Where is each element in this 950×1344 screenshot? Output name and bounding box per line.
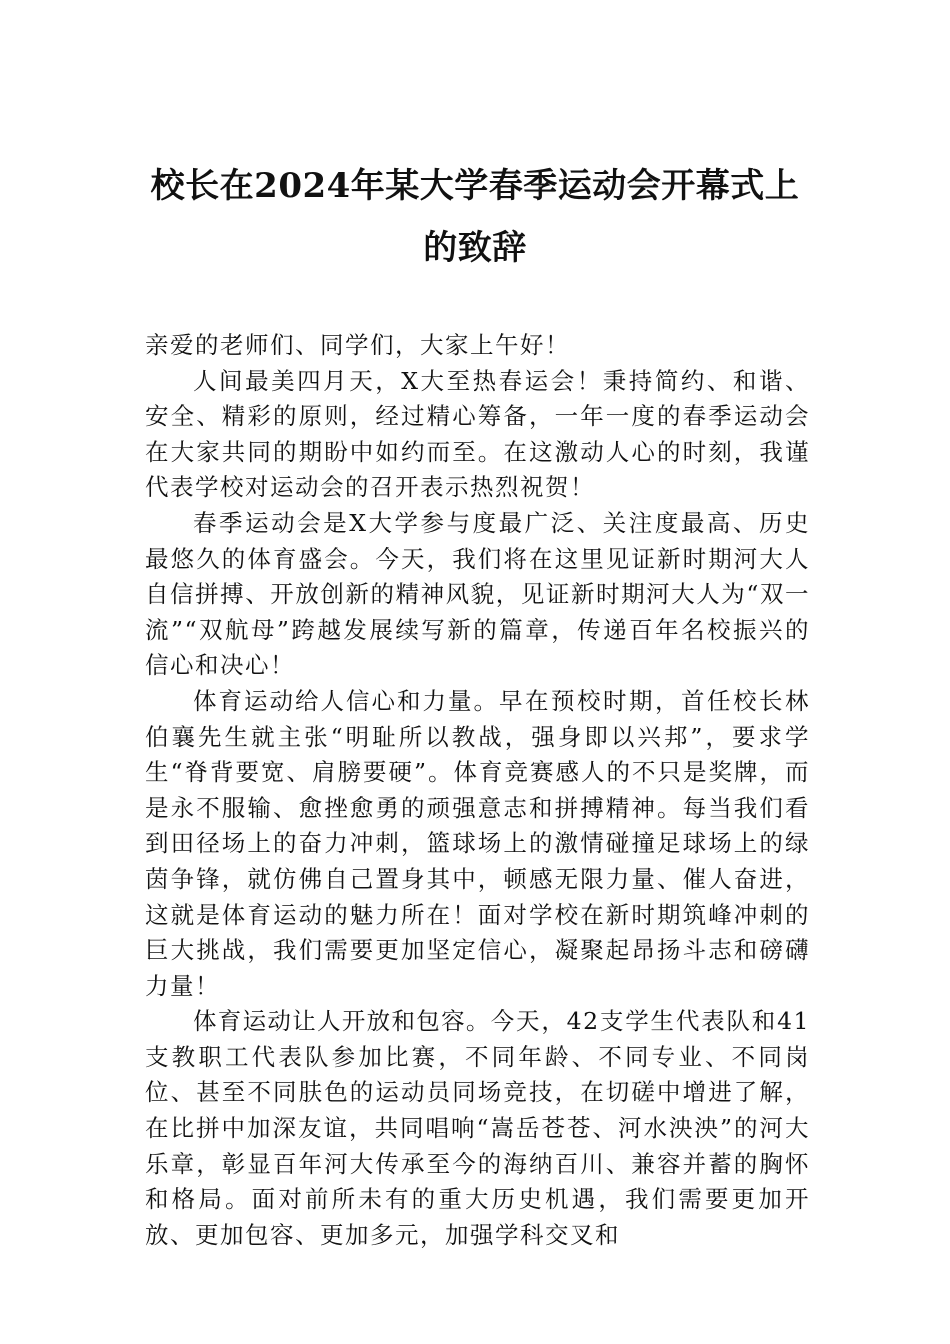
document-body bbox=[145, 328, 810, 1253]
paragraph-3-body: 早在预校时期，首任校长林伯襄先生就主张“明耻所以教战，强身即以兴邦”，要求学生“脊背要宽、肩膀要硬”。体育竞赛感人的不只是奖牌，而是永不服输、愈挫愈勇的顽强意志和拼搏精神。每当我们看到田径场上的奋力冲刺，篮球场上的激情碰撞足球场上的绿茵争锋，就仿佛自己置身其中，顿感无限力量、催人奋进，这就是体育运动的魅力所在！面对学校在新时期筑峰冲刺的巨大挑战，我们需要更加坚定信心，凝聚起昂扬斗志和磅礴力量！ bbox=[145, 686, 810, 1000]
paragraph-4 bbox=[145, 1004, 810, 1253]
paragraph-2: 春季运动会是X大学参与度最广泛、关注度最高、历史最悠久的体育盛会。今天，我们将在这里见证新时期河大人自信拼搏、开放创新的精神风貌，见证新时期河大人为“双一流”“双航母”跨越发展续写新的篇章，传递百年名校振兴的信心和决心！ bbox=[145, 508, 810, 680]
document-title bbox=[140, 155, 810, 279]
paragraph-4-lead: 体育运动让人开放和包容。 bbox=[193, 1007, 491, 1036]
greeting: 亲爱的老师们、同学们，大家上午好！ bbox=[145, 331, 570, 359]
paragraph-3 bbox=[145, 684, 810, 1004]
title-line-1: 校长在2024年某大学春季运动会开幕式上 bbox=[150, 166, 800, 206]
title-line-2: 的致辞 bbox=[423, 228, 527, 268]
paragraph-1: 人间最美四月天，X大至热春运会！秉持简约、和谐、安全、精彩的原则，经过精心筹备，一年一度的春季运动会在大家共同的期盼中如约而至。在这激动人心的时刻，我谨代表学校对运动会的召开表示热烈祝贺！ bbox=[145, 366, 810, 502]
paragraph-3-lead: 体育运动给人信心和力量。 bbox=[193, 686, 499, 715]
paragraph-4-body: 今天，42支学生代表队和41支教职工代表队参加比赛，不同年龄、不同专业、不同岗位、甚至不同肤色的运动员同场竞技，在切磋中增进了解，在比拼中加深友谊，共同唱响“嵩岳苍苍、河水泱泱”的河大乐章，彰显百年河大传承至今的海纳百川、兼容并蓄的胸怀和格局。面对前所未有的重大历史机遇，我们需要更加开放、更加包容、更加多元，加强学科交叉和 bbox=[145, 1007, 810, 1249]
